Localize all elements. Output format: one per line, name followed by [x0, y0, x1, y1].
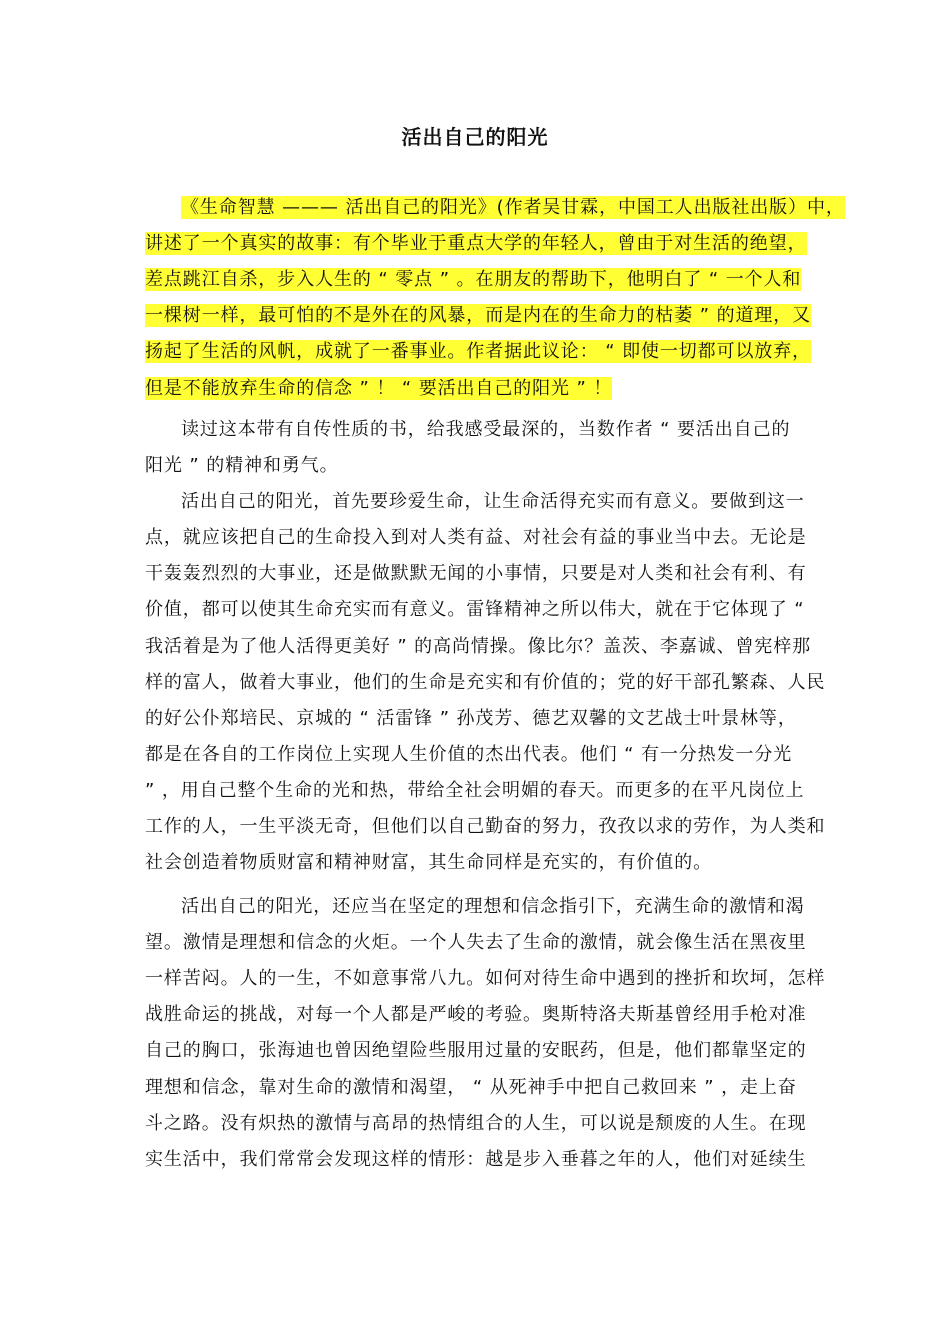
text-line: 我活着是为了他人活得更美好 ” 的高尚情操。像比尔？盖茨、李嘉诚、曾宪梓那: [145, 636, 812, 657]
text-line: 自己的胸口，张海迪也曾因绝望险些服用过量的安眠药，但是，他们都靠坚定的: [145, 1040, 807, 1061]
text-line: 干轰轰烈烈的大事业，还是做默默无闻的小事情，只要是对人类和社会有利、有: [145, 563, 807, 584]
highlighted-text: 差点跳江自杀，步入人生的 “ 零点 ” 。在朋友的帮助下，他明白了 “ 一个人和: [145, 269, 802, 290]
text-line: [145, 302, 811, 330]
text-line: 阳光 ” 的精神和勇气。: [145, 455, 339, 476]
text-line: 一样苦闷。人的一生，不如意事常八九。如何对待生命中遇到的挫折和坎坷，怎样: [145, 968, 826, 989]
page-title: 活出自己的阳光: [401, 125, 549, 149]
text-line: [145, 375, 612, 403]
text-line: 样的富人，做着大事业，他们的生命是充实和有价值的；党的好干部孔繁森、人民: [145, 672, 826, 693]
highlighted-text: 讲述了一个真实的故事：有个毕业于重点大学的年轻人，曾由于对生活的绝望，: [145, 233, 807, 254]
text-line: 理想和信念，靠对生命的激情和渴望， “ 从死神手中把自己救回来 ” ，走上奋: [145, 1077, 797, 1098]
highlighted-text: 但是不能放弃生命的信念 ” ！ “ 要活出自己的阳光 ” ！: [145, 378, 613, 399]
text-line: 活出自己的阳光，还应当在坚定的理想和信念指引下，充满生命的激情和渴: [181, 896, 805, 917]
text-line: [181, 194, 845, 222]
text-line: 社会创造着物质财富和精神财富，其生命同样是充实的，有价值的。: [145, 852, 712, 873]
text-line: 活出自己的阳光，首先要珍爱生命，让生命活得充实而有意义。要做到这一: [181, 491, 805, 512]
text-line: 价值，都可以使其生命充实而有意义。雷锋精神之所以伟大，就在于它体现了 “: [145, 599, 805, 620]
text-line: 工作的人，一生平淡无奇，但他们以自己勤奋的努力，孜孜以求的劳作，为人类和: [145, 816, 826, 837]
text-line: 读过这本带有自传性质的书，给我感受最深的，当数作者 “ 要活出自己的: [181, 419, 791, 440]
text-line: 望。激情是理想和信念的火炬。一个人失去了生命的激情，就会像生活在黑夜里: [145, 932, 807, 953]
text-line: 的好公仆郑培民、京城的 “ 活雷锋 ” 孙茂芳、德艺双馨的文艺战士叶景林等，: [145, 708, 797, 729]
highlighted-text: 扬起了生活的风帆，成就了一番事业。作者据此议论： “ 即使一切都可以放弃，: [145, 341, 812, 362]
text-line: [145, 266, 801, 294]
text-line: [145, 230, 807, 258]
highlighted-text: 一棵树一样，最可怕的不是外在的风暴，而是内在的生命力的枯萎 ” 的道理，又: [145, 305, 812, 326]
text-line: 实生活中，我们常常会发现这样的情形：越是步入垂暮之年的人，他们对延续生: [145, 1149, 807, 1170]
text-line: 都是在各自的工作岗位上实现人生价值的杰出代表。他们 “ 有一分热发一分光: [145, 744, 793, 765]
text-line: 斗之路。没有炽热的激情与高昂的热情组合的人生，可以说是颓废的人生。在现: [145, 1113, 807, 1134]
text-line: 点，就应该把自己的生命投入到对人类有益、对社会有益的事业当中去。无论是: [145, 527, 807, 548]
text-line: ” ，用自己整个生命的光和热，带给全社会明媚的春天。而更多的在平凡岗位上: [145, 780, 805, 801]
text-line: 战胜命运的挑战，对每一个人都是严峻的考验。奥斯特洛夫斯基曾经用手枪对准: [145, 1004, 807, 1025]
highlighted-text: 《生命智慧 ——— 活出自己的阳光》(作者吴甘霖，中国工人出版社出版）中，: [181, 197, 845, 218]
text-line: [145, 338, 811, 366]
